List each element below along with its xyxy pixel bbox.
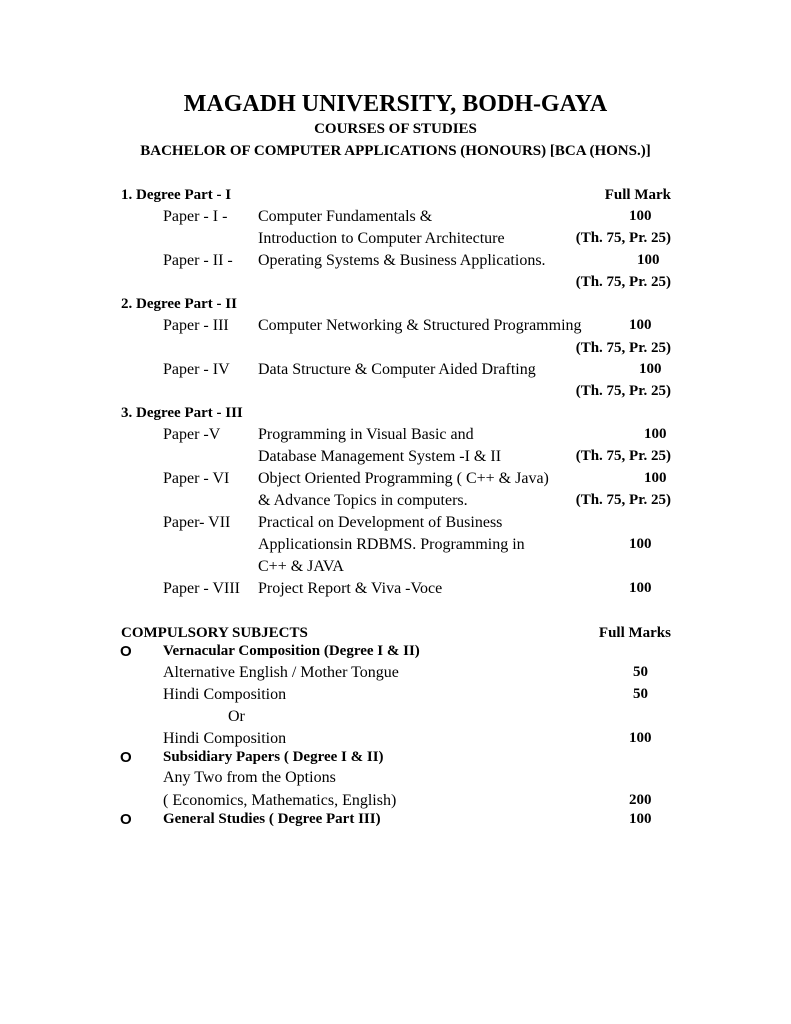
paper-label: Paper - VIII bbox=[163, 580, 241, 597]
full-marks-label: Full Marks bbox=[598, 625, 671, 641]
paper-mark: 100 bbox=[644, 470, 667, 486]
subject-mark: 100 bbox=[629, 730, 652, 746]
paper-title-line: Project Report & Viva -Voce bbox=[258, 580, 443, 597]
full-mark-label: Full Mark bbox=[604, 187, 671, 203]
part-1-heading: 1. Degree Part - I bbox=[121, 187, 232, 203]
paper-title-line: Data Structure & Computer Aided Drafting bbox=[258, 361, 536, 378]
circle-bullet-icon: O bbox=[120, 643, 132, 660]
paper-label: Paper - I - bbox=[163, 208, 228, 225]
subject-text: Any Two from the Options bbox=[163, 769, 336, 786]
part-3-heading: 3. Degree Part - III bbox=[121, 405, 243, 421]
paper-title-line: Practical on Development of Business bbox=[258, 514, 503, 531]
paper-title-line: Operating Systems & Business Applications. bbox=[258, 252, 546, 269]
subject-mark: 200 bbox=[629, 792, 652, 808]
paper-label: Paper - VI bbox=[163, 470, 230, 487]
program-title: BACHELOR OF COMPUTER APPLICATIONS (HONOURS) [BCA (HONS.)] bbox=[140, 143, 651, 159]
university-title: MAGADH UNIVERSITY, BODH-GAYA bbox=[183, 91, 608, 117]
subject-text: Hindi Composition bbox=[163, 686, 287, 703]
paper-label: Paper -V bbox=[163, 426, 221, 443]
or-separator: Or bbox=[228, 708, 245, 725]
paper-mark: 100 bbox=[637, 252, 660, 268]
paper-label: Paper - IV bbox=[163, 361, 230, 378]
paper-title-line: & Advance Topics in computers. bbox=[258, 492, 468, 509]
paper-mark-split: (Th. 75, Pr. 25) bbox=[575, 340, 671, 356]
paper-mark-split: (Th. 75, Pr. 25) bbox=[575, 448, 671, 464]
paper-title-line: Introduction to Computer Architecture bbox=[258, 230, 505, 247]
paper-mark-split: (Th. 75, Pr. 25) bbox=[575, 492, 671, 508]
circle-bullet-icon: O bbox=[120, 749, 132, 766]
paper-title-line: Database Management System -I & II bbox=[258, 448, 502, 465]
part-2-heading: 2. Degree Part - II bbox=[121, 296, 237, 312]
paper-mark: 100 bbox=[629, 536, 652, 552]
paper-mark: 100 bbox=[629, 580, 652, 596]
circle-bullet-icon: O bbox=[120, 811, 132, 828]
compulsory-heading: COMPULSORY SUBJECTS bbox=[121, 625, 308, 641]
paper-mark-split: (Th. 75, Pr. 25) bbox=[575, 230, 671, 246]
paper-title-line: Programming in Visual Basic and bbox=[258, 426, 474, 443]
paper-title-line: Applicationsin RDBMS. Programming in bbox=[258, 536, 525, 553]
paper-label: Paper - III bbox=[163, 317, 229, 334]
paper-title-line: Computer Fundamentals & bbox=[258, 208, 433, 225]
subject-text: ( Economics, Mathematics, English) bbox=[163, 792, 397, 809]
subject-mark: 50 bbox=[633, 664, 648, 680]
courses-subtitle: COURSES OF STUDIES bbox=[314, 121, 477, 137]
subject-text: Alternative English / Mother Tongue bbox=[163, 664, 399, 681]
subject-mark: 100 bbox=[629, 811, 652, 827]
paper-mark-split: (Th. 75, Pr. 25) bbox=[575, 274, 671, 290]
paper-mark-split: (Th. 75, Pr. 25) bbox=[575, 383, 671, 399]
group-title: Vernacular Composition (Degree I & II) bbox=[163, 643, 420, 659]
subject-mark: 50 bbox=[633, 686, 648, 702]
paper-title-line: Computer Networking & Structured Programming bbox=[258, 317, 582, 334]
paper-mark: 100 bbox=[629, 208, 652, 224]
paper-title-line: C++ & JAVA bbox=[258, 558, 344, 575]
paper-mark: 100 bbox=[644, 426, 667, 442]
paper-mark: 100 bbox=[629, 317, 652, 333]
group-title: General Studies ( Degree Part III) bbox=[163, 811, 381, 827]
subject-text: Hindi Composition bbox=[163, 730, 287, 747]
paper-title-line: Object Oriented Programming ( C++ & Java) bbox=[258, 470, 549, 487]
paper-mark: 100 bbox=[639, 361, 662, 377]
paper-label: Paper- VII bbox=[163, 514, 231, 531]
paper-label: Paper - II - bbox=[163, 252, 233, 269]
group-title: Subsidiary Papers ( Degree I & II) bbox=[163, 749, 384, 765]
